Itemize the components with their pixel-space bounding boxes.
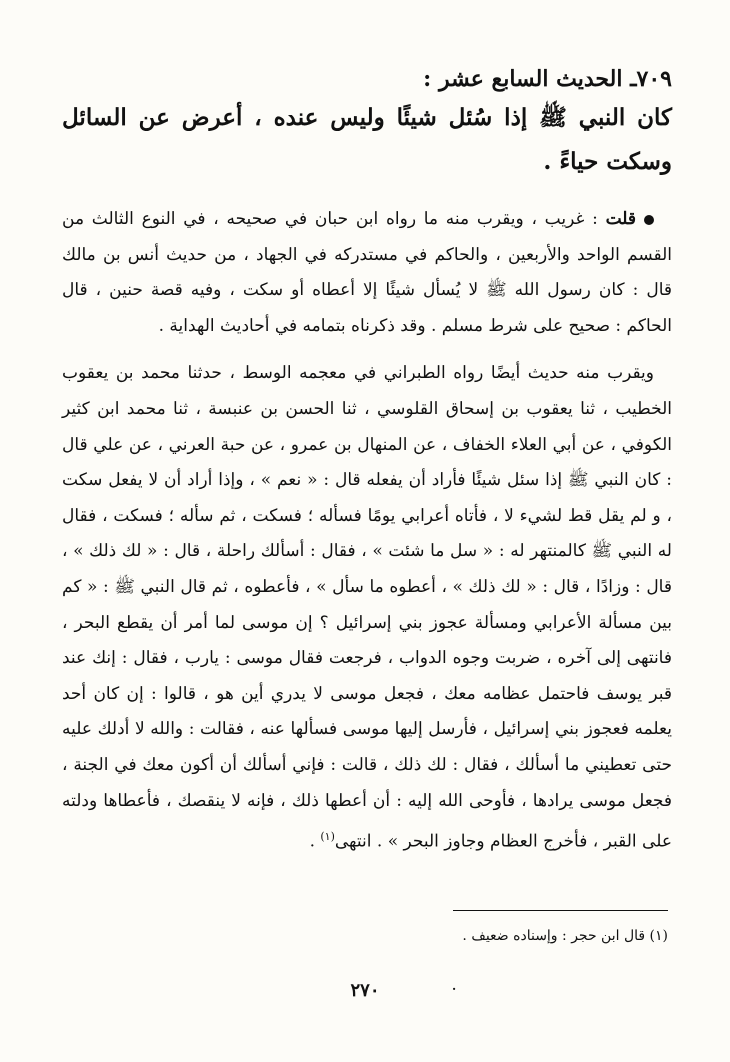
page-content: [62, 62, 672, 860]
commentary-paragraph-2: ويقرب منه حديث أيضًا رواه الطبراني في معجمه الوسط ، حدثنا محمد بن يعقوب الخطيب ، ثنا يعقوب بن إسحاق القلوسي ، ثنا الحسن بن عنبسة ، ثنا محمد ابن كثير الكوفي ، عن أبي العلاء الخفاف ، عن المنهال بن عمرو ، عن حبة العرني ، عن علي قال : كان النبي ﷺ إذا سئل شيئًا فأراد أن يفعله قال : « نعم » ، وإذا أراد أن لا يفعل سكت ، و لم يقل قط لشيء لا ، فأتاه أعرابي يومًا فسأله ؛ فسكت ، ثم سأله ؛ فسكت ، فقال له النبي ﷺ كالمنتهر له : « سل ما شئت » ، فقال : أسألك راحلة ، قال : « لك ذلك » ، قال : وزادًا ، قال : « لك ذلك » ، أعطوه ما سأل » ، فأعطوه ، ثم قال النبي ﷺ : « كم بين مسألة الأعرابي ومسألة عجوز بني إسرائيل ؟ إن موسى لما أمر أن يقطع البحر ، فانتهى إلى آخره ، ضربت وجوه الدواب ، فرجعت فقال موسى : يارب ، فقال : إنك عند قبر يوسف فاحتمل عظامه معك ، فجعل موسى لا يدري أين هو ، قالوا : إن كان أحد يعلمه فعجوز بني إسرائيل ، فأرسل إليها موسى فسألها عنه ، فقالت : والله لا أدلك عليه حتى تعطيني ما أسألك ، فقال : لك ذلك ، قالت : فإني أسألك أن أكون معك في الجنة ، فجعل موسى يرادها ، فأوحى الله إليه : أن أعطها ذلك ، فإنه لا ينقصك ، فأعطاها ودلته على القبر ، فأخرج العظام وجاوز البحر » . انتهى$^{(١)}$ .: [62, 363, 672, 852]
page-mark: ·: [452, 982, 457, 996]
bullet-icon: [644, 215, 654, 225]
paragraph-1-text: : غريب ، ويقرب منه ما رواه ابن حبان في صحيحه ، في النوع الثالث من القسم الواحد والأربعين ، والحاكم في مستدركه في الجهاد ، من حديث أنس بن مالك قال : كان رسول الله ﷺ لا يُسأل شيئًا إلا أعطاه أو سكت ، وفيه قصة حنين ، قال الحاكم : صحيح على شرط مسلم . وقد ذكرناه بتمامه في أحاديث الهداية .: [62, 209, 672, 336]
paragraph-2-text: ويقرب منه حديث أيضًا رواه الطبراني في معجمه الوسط ، حدثنا محمد بن يعقوب الخطيب ، ثنا يعقوب بن إسحاق القلوسي ، ثنا الحسن بن عنبسة ، ثنا محمد ابن كثير الكوفي ، عن أبي العلاء الخفاف ، عن المنهال بن عمرو ، عن حبة العرني ، عن علي قال : كان النبي ﷺ إذا سئل شيئًا فأراد أن يفعله قال : « نعم » ، وإذا أراد أن لا يفعل سكت ، و لم يقل قط لشيء لا ، فأتاه أعرابي يومًا فسأله ؛ فسكت ، ثم سأله ؛ فسكت ، فقال له النبي ﷺ كالمنتهر له : « سل ما شئت » ، فقال : أسألك راحلة ، قال : « لك ذلك » ، قال : وزادًا ، قال : « لك ذلك » ، أعطوه ما سأل » ، فأعطوه ، ثم قال النبي ﷺ : « كم بين مسألة الأعرابي ومسألة عجوز بني إسرائيل ؟ إن موسى لما أمر أن يقطع البحر ، فانتهى إلى آخره ، ضربت وجوه الدواب ، فرجعت فقال موسى : يارب ، فقال : إنك عند قبر يوسف فاحتمل عظامه معك ، فجعل موسى لا يدري أين هو ، قالوا : إن كان أحد يعلمه فعجوز بني إسرائيل ، فأرسل إليها موسى فسألها عنه ، فقالت : والله لا أدلك عليه حتى تعطيني ما أسألك ، فقال : لك ذلك ، قالت : فإني أسألك أن أكون معك في الجنة ، فجعل موسى يرادها ، فأوحى الله إليه : أن أعطها ذلك ، فإنه لا ينقصك ، فأعطاها ودلته على القبر ، فأخرج العظام وجاوز البحر » . انتهى: [62, 363, 672, 852]
footnote-divider: [453, 910, 668, 911]
qult-label: قلت: [605, 209, 637, 229]
hadith-text: كان النبي ﷺ إذا سُئل شيئًا وليس عنده ، أعرض عن السائل وسكت حياءً .: [62, 104, 672, 175]
page-number-area: [0, 980, 730, 1001]
footnote-reference: (١): [320, 830, 335, 844]
commentary-paragraph-1: [62, 202, 672, 344]
hadith-title: ٧٠٩ـ الحديث السابع عشر :: [423, 66, 672, 92]
page-number: ٢٧٠: [350, 980, 380, 1001]
footnote: (١) قال ابن حجر : وإسناده ضعيف .: [462, 928, 668, 944]
